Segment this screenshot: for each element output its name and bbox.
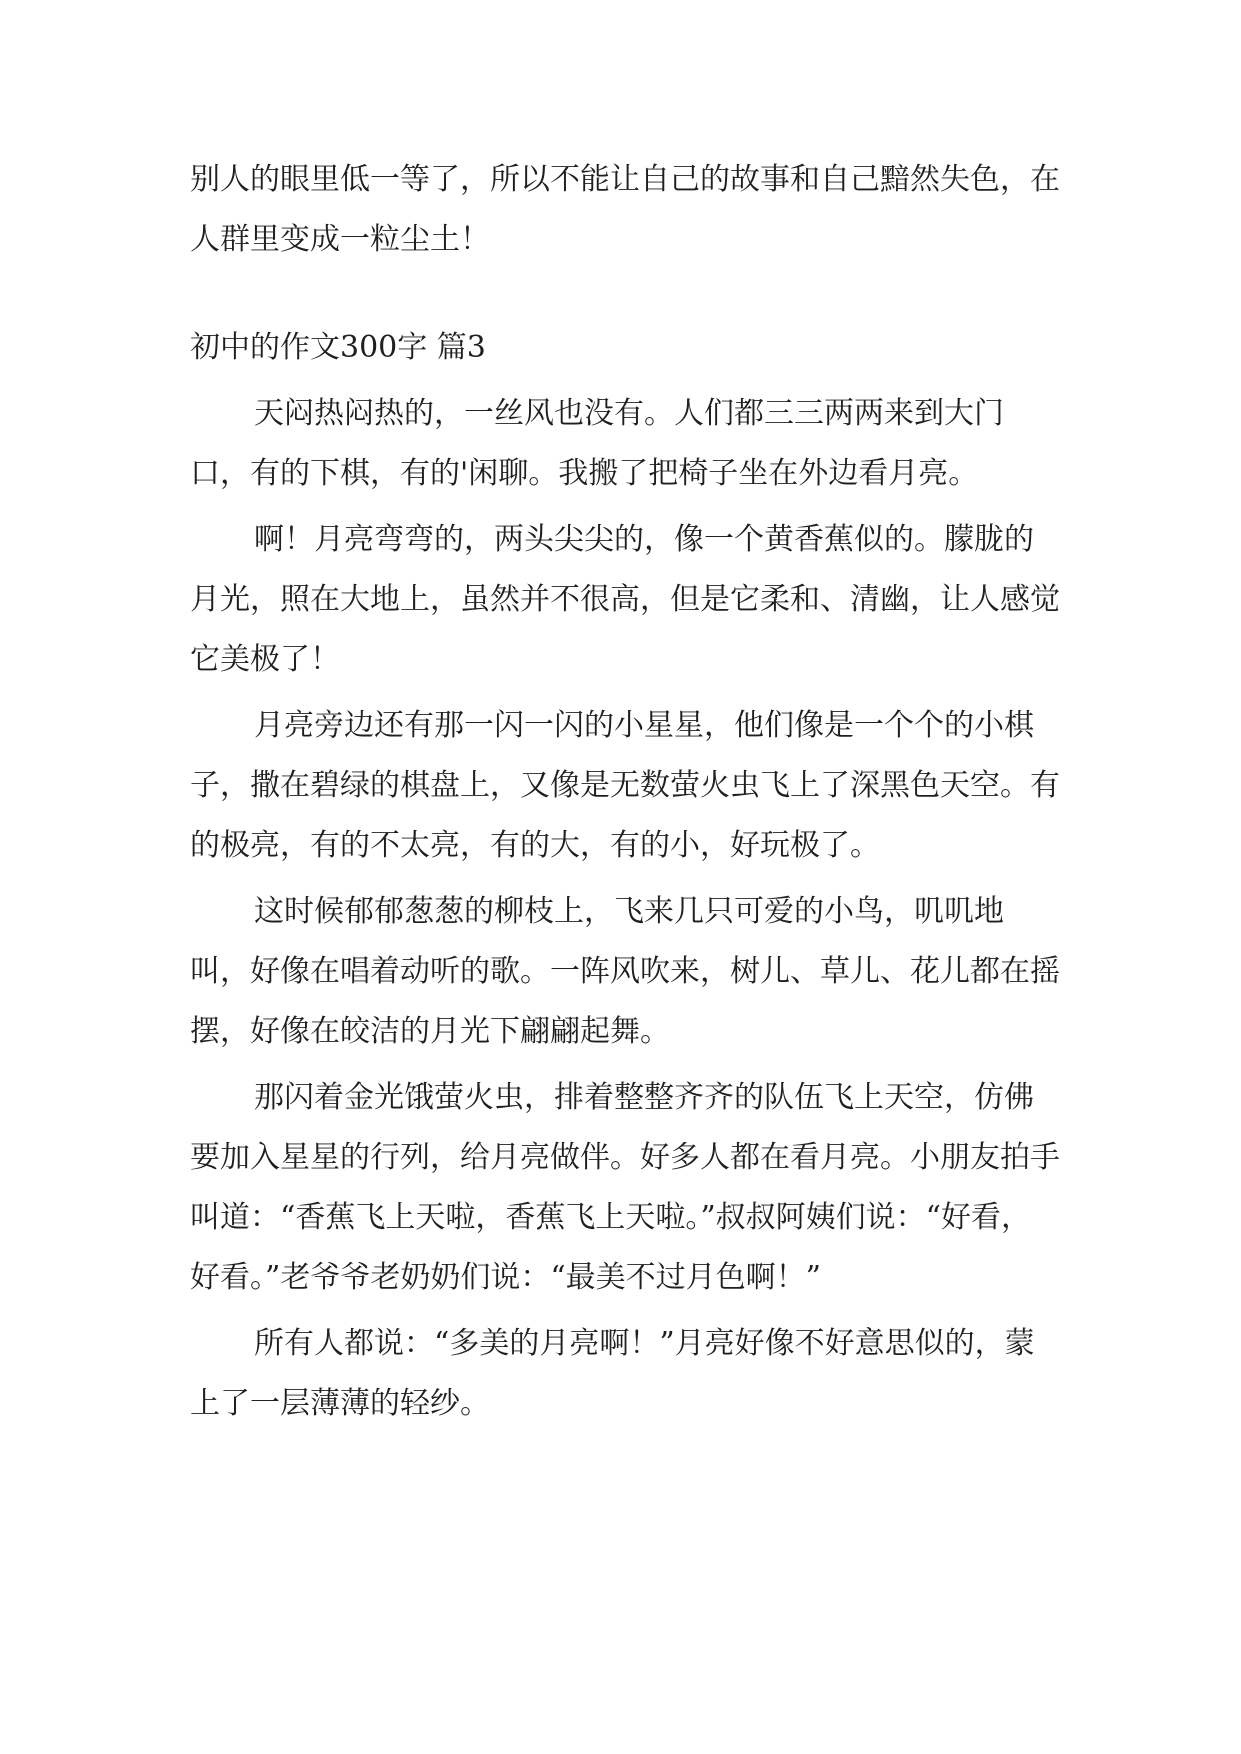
paragraph: 那闪着金光饿萤火虫，排着整整齐齐的队伍飞上天空，仿佛要加入星星的行列，给月亮做伴。好多人都在看月亮。小朋友拍手叫道：“香蕉飞上天啦，香蕉飞上天啦。”叔叔阿姨们说：“好看，好看。”老爷爷老奶奶们说：“最美不过月色啊！” (190, 1080, 1060, 1295)
paragraph: 天闷热闷热的，一丝风也没有。人们都三三两两来到大门口，有的下棋，有的'闲聊。我搬了把椅子坐在外边看月亮。 (190, 396, 1004, 491)
paragraph: 月亮旁边还有那一闪一闪的小星星，他们像是一个个的小棋子，撒在碧绿的棋盘上，又像是无数萤火虫飞上了深黑色天空。有的极亮，有的不太亮，有的大，有的小，好玩极了。 (190, 708, 1060, 863)
document-body (190, 150, 1060, 1440)
paragraph-continuation: 别人的眼里低一等了，所以不能让自己的故事和自己黯然失色，在人群里变成一粒尘土！ (190, 162, 1060, 257)
paragraph: 所有人都说：“多美的月亮啊！”月亮好像不好意思似的，蒙上了一层薄薄的轻纱。 (190, 1326, 1035, 1421)
section-heading: 初中的作文300字 篇3 (190, 330, 486, 365)
paragraph: 啊！月亮弯弯的，两头尖尖的，像一个黄香蕉似的。朦胧的月光，照在大地上，虽然并不很高，但是它柔和、清幽，让人感觉它美极了！ (190, 522, 1060, 677)
paragraph: 这时候郁郁葱葱的柳枝上，飞来几只可爱的小鸟，叽叽地叫，好像在唱着动听的歌。一阵风吹来，树儿、草儿、花儿都在摇摆，好像在皎洁的月光下翩翩起舞。 (190, 894, 1060, 1049)
